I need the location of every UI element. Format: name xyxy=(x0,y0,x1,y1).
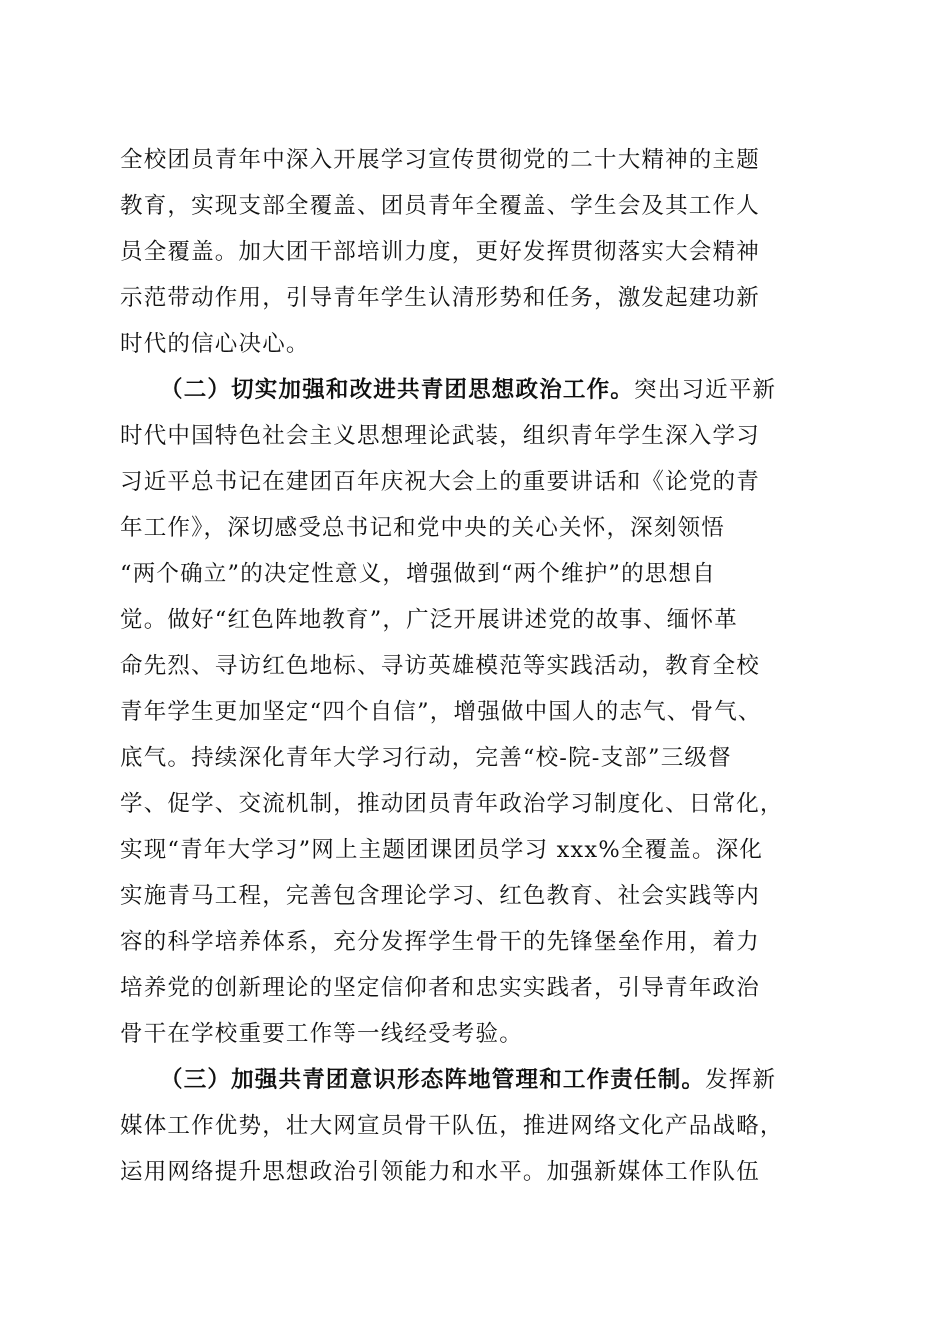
paragraph-3-first-line xyxy=(160,1064,776,1096)
paragraph-2-line-14: 培养党的创新理论的坚定信仰者和忠实实践者，引导青年政治 xyxy=(120,975,760,1001)
paragraph-1-line-1: 全校团员青年中深入开展学习宣传贯彻党的二十大精神的主题 xyxy=(120,147,760,173)
paragraph-3-line-2: 媒体工作优势，壮大网宣员骨干队伍，推进网络文化产品战略， xyxy=(120,1113,784,1139)
paragraph-3-heading: （三）加强共青团意识形态阵地管理和工作责任制。 xyxy=(160,1067,706,1093)
paragraph-2-line-11: 实现“青年大学习”网上主题团课团员学习 xxx%全覆盖。深化 xyxy=(120,837,764,863)
paragraph-2-first-line-rest: 突出习近平新 xyxy=(634,377,777,403)
paragraph-1-line-2: 教育，实现支部全覆盖、团员青年全覆盖、学生会及其工作人 xyxy=(120,193,760,219)
paragraph-2-line-6: 觉。做好“红色阵地教育”，广泛开展讲述党的故事、缅怀革 xyxy=(120,607,738,633)
paragraph-2-line-12: 实施青马工程，完善包含理论学习、红色教育、社会实践等内 xyxy=(120,883,760,909)
paragraph-2-line-9: 底气。持续深化青年大学习行动，完善“校-院-支部”三级督 xyxy=(120,745,732,771)
paragraph-1-line-3: 员全覆盖。加大团干部培训力度，更好发挥贯彻落实大会精神 xyxy=(120,239,760,265)
paragraph-2-line-13: 容的科学培养体系，充分发挥学生骨干的先锋堡垒作用，着力 xyxy=(120,929,760,955)
paragraph-2-line-4: 年工作》，深切感受总书记和党中央的关心关怀，深刻领悟 xyxy=(120,515,725,541)
paragraph-2-heading: （二）切实加强和改进共青团思想政治工作。 xyxy=(160,377,635,403)
paragraph-1-line-5: 时代的信心决心。 xyxy=(120,331,310,357)
paragraph-2-line-5: “两个确立”的决定性意义，增强做到“两个维护”的思想自 xyxy=(120,561,716,587)
paragraph-3-line-3: 运用网络提升思想政治引领能力和水平。加强新媒体工作队伍 xyxy=(120,1159,760,1185)
paragraph-1-line-4: 示范带动作用，引导青年学生认清形势和任务，激发起建功新 xyxy=(120,285,760,311)
paragraph-2-first-line xyxy=(160,374,776,406)
paragraph-2-line-10: 学、促学、交流机制，推动团员青年政治学习制度化、日常化， xyxy=(120,791,784,817)
paragraph-2-line-8: 青年学生更加坚定“四个自信”，增强做中国人的志气、骨气、 xyxy=(120,699,762,725)
paragraph-2-line-2: 时代中国特色社会主义思想理论武装，组织青年学生深入学习 xyxy=(120,423,760,449)
paragraph-2-line-15: 骨干在学校重要工作等一线经受考验。 xyxy=(120,1021,523,1047)
paragraph-2-line-7: 命先烈、寻访红色地标、寻访英雄模范等实践活动，教育全校 xyxy=(120,653,760,679)
paragraph-2-line-3: 习近平总书记在建团百年庆祝大会上的重要讲话和《论党的青 xyxy=(120,469,760,495)
paragraph-3-first-line-rest: 发挥新 xyxy=(705,1067,777,1093)
